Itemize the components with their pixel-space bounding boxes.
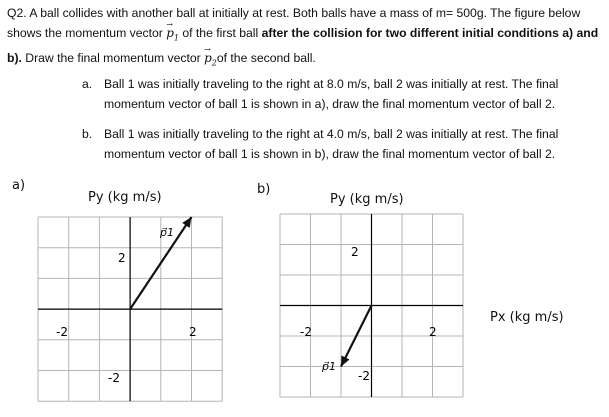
graph-a-tick-x-neg: -2 xyxy=(56,325,68,339)
graph-b-tick-x-pos: 2 xyxy=(429,325,437,339)
part-a-line-1: Ball 1 was initially traveling to the right at 8.0 m/s, ball 2 was initially at rest. The final xyxy=(104,77,559,91)
part-a-label: a. xyxy=(82,77,93,91)
question-bold: after the collision for two different initial conditions a) and b). xyxy=(7,26,599,66)
question-intro-1: A ball collides with another ball at initially at rest. Both balls have a mass of m= 500g. The figure below shows the momentum vector xyxy=(7,6,581,40)
question-intro-2: of the first ball xyxy=(178,26,262,40)
question-intro-3: Draw the final momentum vector xyxy=(21,51,205,66)
graph-b-tick-y-neg: -2 xyxy=(358,369,370,383)
graph-b-label: b) xyxy=(257,182,271,197)
graph-b-tick-y-pos: 2 xyxy=(351,245,359,259)
graph-a-y-axis-label: Py (kg m/s) xyxy=(88,190,162,205)
graph-b-vector-label: p⃗1 xyxy=(322,360,336,373)
part-a-line-2: momentum vector of ball 1 is shown in a), draw the final momentum vector of ball 2. xyxy=(104,97,556,111)
part-b-label: b. xyxy=(82,127,93,141)
question-intro-4: of the second ball. xyxy=(216,51,316,66)
graph-b-y-axis-label: Py (kg m/s) xyxy=(330,192,404,207)
graph-b-tick-x-neg: -2 xyxy=(300,325,312,339)
p2-vector-symbol: → $p_2$ xyxy=(204,48,217,73)
graph-a-label: a) xyxy=(12,178,26,193)
graph-a-tick-x-pos: 2 xyxy=(189,325,197,339)
part-b-line-1: Ball 1 was initially traveling to the right at 4.0 m/s, ball 2 was initially at rest. The final xyxy=(104,127,559,141)
x-axis-label: Px (kg m/s) xyxy=(490,310,564,325)
graph-a-tick-y-pos: 2 xyxy=(118,251,126,265)
part-b-line-2: momentum vector of ball 1 is shown in b), draw the final momentum vector of ball 2. xyxy=(104,147,556,161)
graph-a-vector-label: p⃗1 xyxy=(160,226,174,239)
p1-vector-symbol: → $p_1$ xyxy=(166,23,179,48)
graph-a-tick-y-neg: -2 xyxy=(108,371,120,385)
question-number: Q2. xyxy=(7,6,27,20)
